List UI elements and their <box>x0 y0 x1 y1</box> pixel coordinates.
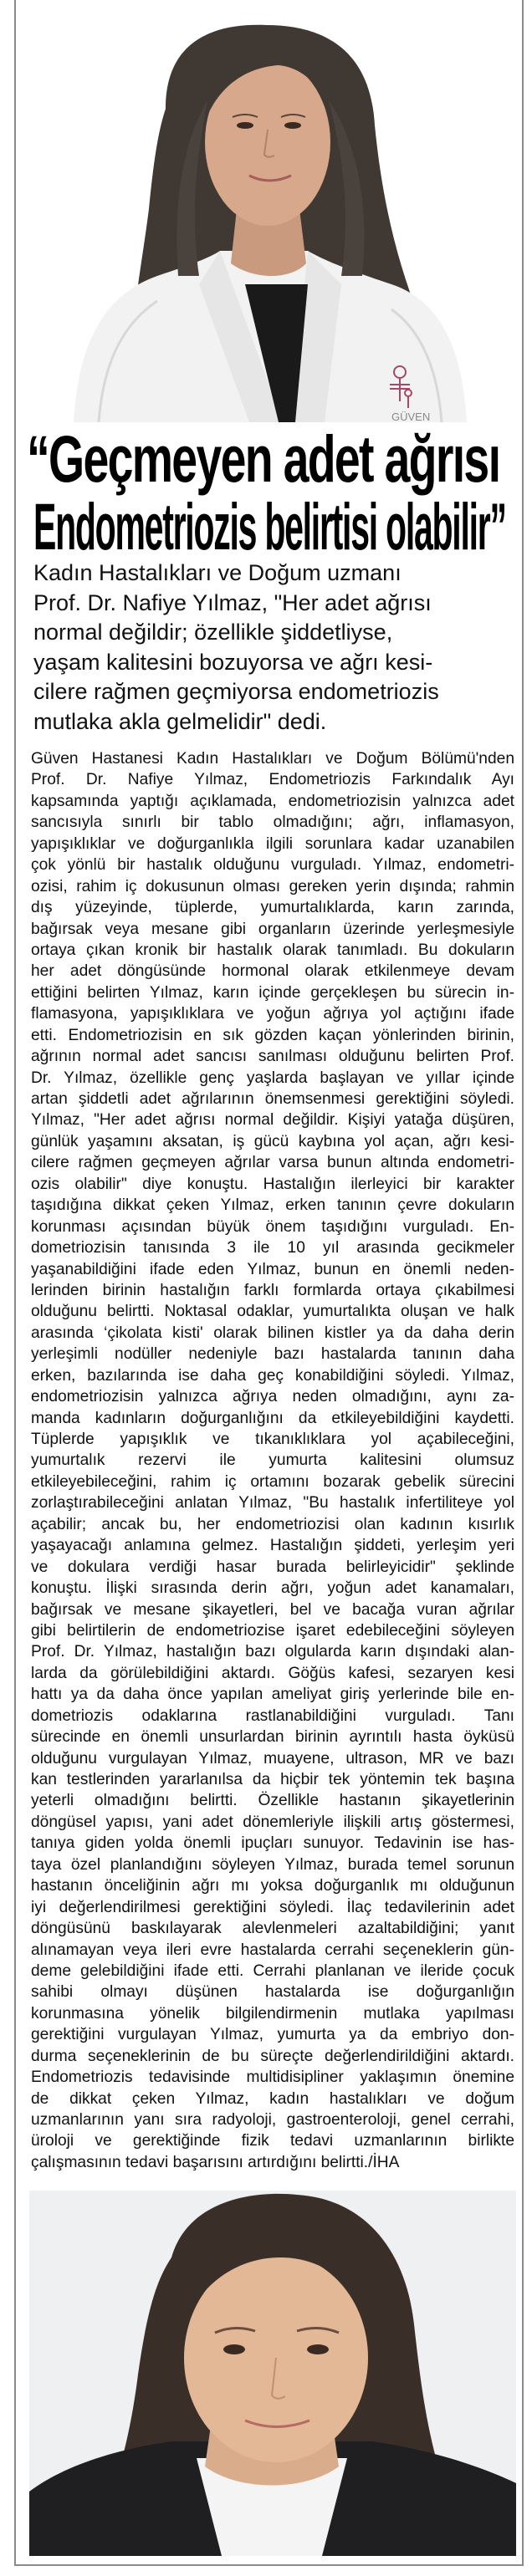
body-line: etkileyebileceğini, rahim iç ortamını bozarak gebelik sürecini <box>31 1472 514 1491</box>
body-line: taşıdığına dikkat çeken Yılmaz, erken tanının çevre dokuların <box>31 1196 514 1215</box>
body-line: yapışıklıklar ve doğurganlıkla ilgili sorunlara kadar uzanabilen <box>31 834 514 853</box>
body-line: dometriozis odaklarına rastlanabildiğini vurguladı. Tanı <box>31 1706 514 1725</box>
body-line: Prof. Dr. Nafiye Yılmaz, Endometriozis Farkındalık Ayı <box>31 771 514 789</box>
body-line: sahibi olmayı düşünen hastalarda ise doğurganlığın <box>31 1983 514 2002</box>
body-line: açabilir; ancak bu, her endometriozisi olan kadının kısırlık <box>31 1515 514 1533</box>
body-line: bağırsak veya mesane gibi organların üzerinde yerleşmesiyle <box>31 920 514 938</box>
body-line: günlük yaşamını aksatan, iş gücü kaybına yol açan, ağrı kesi- <box>31 1132 514 1150</box>
body-line: döngüsünü baskılayarak alevlenmeleri azaltabildiğini; yanıt <box>31 1920 514 1938</box>
body-line: ettiğini belirten Yılmaz, karın içinde gerçekleşen bu sürecin in- <box>31 983 514 1002</box>
body-line: korunması açısından büyük önem taşıdığını vurguladı. En- <box>31 1217 514 1236</box>
article-body <box>31 748 514 2173</box>
doctor-photo-bottom <box>29 2191 516 2556</box>
body-line: uzmanlarının yanı sıra radyoloji, gastroenteroloji, genel cerrahi, <box>31 2111 514 2129</box>
body-line: her adet döngüsünde hormonal olarak etkilenmeye devam <box>31 962 514 981</box>
body-line: yumurtalık rezervi ile yumurta kalitesini olumsuz <box>31 1451 514 1470</box>
body-line: manda kadınların doğurganlığını da etkileyebildiğini kaydetti. <box>31 1409 514 1427</box>
body-line: larda da görülebildiğini aktardı. Göğüs kafesi, sezaryen kesi <box>31 1664 514 1682</box>
body-line: yeterli olmadığını belirtti. Özellikle hastanın şikayetlerinin <box>31 1792 514 1810</box>
body-line: çalışmasının tedavi başarısını artırdığını belirtti./İHA <box>31 2153 400 2171</box>
lede-line: Prof. Dr. Nafiye Yılmaz, "Her adet ağrısı <box>33 589 432 615</box>
lede-line: yaşam kalitesini bozuyorsa ve ağrı kesi- <box>33 649 433 675</box>
body-line: dometriozisin tanısında 3 ile 10 yıl arasında gecikmeler <box>31 1239 514 1257</box>
body-line: ozis olabilir" diye konuştu. Hastalığın ilerleyici bir karakter <box>31 1175 514 1193</box>
body-line: Dr. Yılmaz, özellikle genç yaşlarda başlayan ve yıllar içinde <box>31 1069 514 1087</box>
body-line: ağrının normal adet sancısı sanılması olduğunu belirten Prof. <box>31 1048 514 1066</box>
body-line: olduğunu vurgulayan Yılmaz, muayene, ultrason, MR ve bazı <box>31 1749 514 1767</box>
body-line: Yılmaz, "Her adet ağrısı normal değildir. Kişiyi yatağa düşüren, <box>31 1111 514 1130</box>
body-line: çok yönlü bir hastalık olduğunu vurguladı. Yılmaz, endometri- <box>31 856 514 875</box>
body-line: dış yüzeyinde, tüplerde, yumurtalıklarda, karın zarında, <box>31 899 514 917</box>
body-line: sancısıyla sınırlı bir tablo olmadığını; ağrı, inflamasyon, <box>31 814 514 832</box>
body-line: taya özel planlandığını söyleyen Yılmaz, burada temel sorunun <box>31 1855 514 1874</box>
body-line: durma seçeneklerinin de bu süreçte değerlendirildiğini aktardı. <box>31 2047 514 2065</box>
body-line: konuştu. İlişki sırasında derin ağrı, yoğun adet kanamaları, <box>31 1579 514 1598</box>
doctor-photo-top <box>40 0 483 422</box>
lede-line: mutlaka akla gelmelidir" dedi. <box>33 708 327 734</box>
body-line: cilere rağmen geçmeyen ağrılar varsa bunun altında endometri- <box>31 1154 514 1172</box>
body-line: tanıya giden yolda önemli ipuçları sunuyor. Tedavinin ise has- <box>31 1834 514 1853</box>
body-line: yerleşimli nodüller nedeniyle bazı hastalarda tanının daha <box>31 1345 514 1364</box>
body-line: korunmasına yönelik bilgilendirmenin mutlaka yapılması <box>31 2004 514 2023</box>
body-line: hastanın önceliğinin ağrı mı yoksa doğurganlık mı olduğunun <box>31 1877 514 1895</box>
lede-line: cilere rağmen geçmiyorsa endometriozis <box>33 679 439 704</box>
body-line: kapsamında yaptığı açıklamada, endometriozisin yalnızca adet <box>31 792 514 810</box>
body-line: bağırsak ve mesane şikayetleri, bel ve bacağa vuran ağrılar <box>31 1600 514 1619</box>
body-line: erken, bazılarında ise daha geç konabildiğini söyledi. Yılmaz, <box>31 1366 514 1385</box>
body-line: olduğunu belirtti. Noktasal odaklar, yumurtalıkta oluşan ve halk <box>31 1303 514 1321</box>
lede-line: Kadın Hastalıkları ve Doğum uzmanı <box>33 560 402 585</box>
lede-paragraph <box>33 559 510 737</box>
headline-line-2: Endometriozis belirtisi olabilir” <box>33 488 506 564</box>
body-line: döngüsel yapısı, yani adet dönemleriyle ilişkili artış göstermesi, <box>31 1813 514 1831</box>
body-line: gerektiğini vurgulayan Yılmaz, yumurta ya da embriyo don- <box>31 2026 514 2044</box>
headline-line-1: “Geçmeyen adet ağrısı <box>27 421 500 496</box>
body-line: ve dokulara verdiği hasar burada belirleyicidir" şeklinde <box>31 1558 514 1576</box>
body-line: Güven Hastanesi Kadın Hastalıkları ve Doğum Bölümü'nden <box>31 750 514 768</box>
body-line: artan şiddetli adet ağrılarının önemsenmesi gerektiğini söyledi. <box>31 1090 514 1108</box>
body-line: ozisi, rahim iç dokusunun olması gereken yerin dışında; rahmin <box>31 877 514 895</box>
body-line: de dikkat çeken Yılmaz, kadın hastalıkları ve doğum <box>31 2089 514 2108</box>
body-line: hattı ya da daha önce yapılan ameliyat giriş yerlerinde bile en- <box>31 1686 514 1704</box>
body-line: lerinden birinin hastalığın farklı formlarda ortaya çıkabilmesi <box>31 1281 514 1299</box>
body-line: üroloji ve gerektiğinde fizik tedavi uzmanlarının birlikte <box>31 2132 514 2150</box>
body-line: Tüplerde yapışıklık ve tıkanıklıklara yol açabileceğini, <box>31 1431 514 1448</box>
body-line: flamasyona, yapışıklıklara ve yoğun ağrıya yol açtığını ifade <box>31 1005 514 1023</box>
lede-line: normal değildir; özellikle şiddetliyse, <box>33 620 393 645</box>
body-line: deme gelebildiğini ifade etti. Cerrahi planlanan ve ileride çocuk <box>31 1961 514 1980</box>
body-line: zorlaştırabileceğini anlatan Yılmaz, "Bu hastalık infertiliteye yol <box>31 1494 514 1512</box>
body-line: Endometriozis tedavisinde multidisipliner yaklaşımın önemine <box>31 2068 514 2087</box>
body-line: yaşanabildiğini ifade eden Yılmaz, bunun en önemli neden- <box>31 1260 514 1278</box>
body-line: iyi değerlendirilmesi gerektiğini söyledi. İlaç tedavilerinin adet <box>31 1898 514 1916</box>
body-line: alınamayan veya ileri evre hastalarda cerrahi seçeneklerin gün- <box>31 1941 514 1959</box>
body-line: arasında ‘çikolata kisti' olarak bilinen kistler ya da daha derin <box>31 1324 514 1342</box>
body-line: endometriozisin yalnızca ağrıya neden olmadığını, aynı za- <box>31 1388 514 1406</box>
body-line: sürecinde en önemli unsurlardan birinin ayrıntılı hasta öyküsü <box>31 1728 514 1747</box>
body-line: yaşayacağı anlamına gelmez. Hastalığın şiddeti, yerleşim yeri <box>31 1537 514 1555</box>
body-line: ortaya çıkan kronik bir hastalık olarak tanımladı. Bu dokuların <box>31 941 514 959</box>
body-line: gibi belirtilerin de endometriozise işaret edebileceğini söyleyen <box>31 1621 514 1640</box>
body-line: Prof. Dr. Yılmaz, hastalığın bazı olgularda karın dışındaki alan- <box>31 1643 514 1661</box>
body-line: etti. Endometriozisin en sık gözden kaçan yönlerinden birinin, <box>31 1026 514 1044</box>
svg-text:GÜVEN: GÜVEN <box>391 411 431 422</box>
body-line: kan testlerinden yararlanılsa da hiçbir tek yöntemin tek başına <box>31 1771 514 1788</box>
